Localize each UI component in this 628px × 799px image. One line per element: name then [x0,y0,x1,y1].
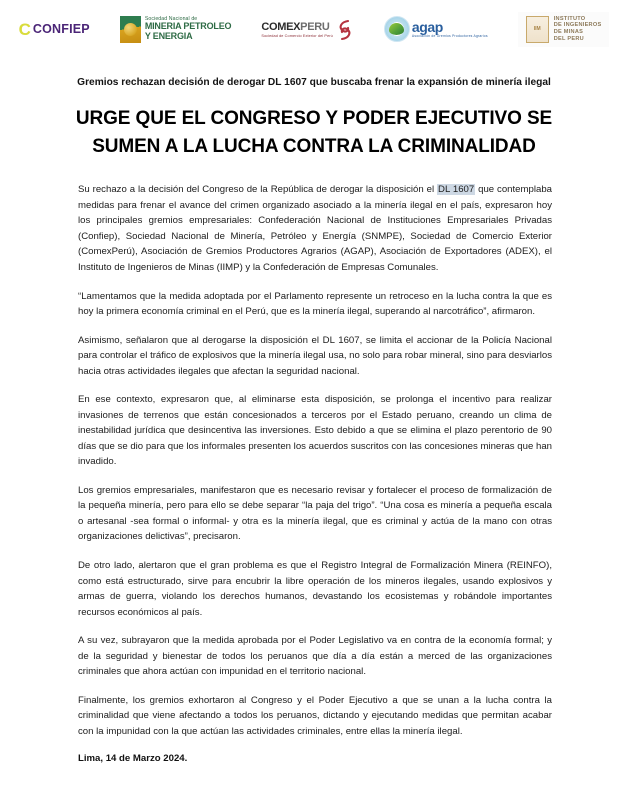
agap-globe-icon [384,16,410,42]
snmpe-line-3: Y ENERGIA [144,30,193,41]
snmpe-badge-icon [120,16,141,43]
confiep-wordmark: CONFIEP [32,22,90,36]
comexperu-wordmark [261,22,333,33]
iimp-line-2: DE INGENIEROS [553,22,602,29]
comexperu-word-a: COMEX [261,20,301,33]
iimp-crest-icon: IIM [526,16,549,43]
agap-text [412,20,488,38]
logo-snmpe [120,16,231,43]
iimp-line-1: INSTITUTO [553,15,586,22]
iimp-line-3: DE MINAS [553,29,584,35]
highlight-dl-1607: DL 1607 [438,184,475,196]
comexperu-tagline: Sociedad de Comercio Exterior del Perú [261,34,333,38]
paragraph-1 [78,182,552,275]
paragraph-7: A su vez, subrayaron que la medida aprobada por el Poder Legislativo va en contra de la economía formal; y de la seguridad y bienestar de todos los peruanos que día a día están a merced de las organizaciones criminales que ahora actúan con impunidad en el territorio nacional. [78,635,552,678]
logo-confiep [19,21,90,38]
article-body [78,182,552,764]
kicker-text: Gremios rechazan decisión de derogar DL 1607 que buscaba frenar la expansión de minería ilegal [77,77,551,88]
headline-line-2: SUMEN A LA LUCHA CONTRA LA CRIMINALIDAD [92,135,536,157]
headline-line-1: URGE QUE EL CONGRESO Y PODER EJECUTIVO SE [75,108,553,130]
paragraph-2: “Lamentamos que la medida adoptada por el Parlamento represente un retroceso en la lucha contra la que es hoy la primera economía criminal en el Perú, que es la minería ilegal, superando al narcotráfico”, afirmaron. [78,290,552,318]
paragraph-4: En ese contexto, expresaron que, al eliminarse esta disposición, se prolonga el incentivo para realizar invasiones de terrenos que están concesionados a terceros por el Estado peruano, creando un clima de inestabilidad jurídica que desincentiva las inversiones. Esto debido a que se elimina el plazo perentorio de 90 días que se dio para que los informales presenten los acuerdos suscritos con las concesiones mineras que han invadido. [78,394,552,468]
signoff-dateline: Lima, 14 de Marzo 2024. [78,753,188,765]
snmpe-text [145,17,231,41]
logo-bar [0,0,628,52]
confiep-mark-icon: C [18,19,30,39]
agap-tagline: Asociación de Gremios Productores Agrarios [411,33,488,38]
snmpe-line-2: MINERIA PETROLEO [144,21,232,32]
paragraph-1-part-a: Su rechazo a la decisión del Congreso de la República de derogar la disposición el [78,184,438,196]
paragraph-1-part-b: que contemplaba medidas para frenar el avance del crimen organizado asociado a la minería ilegal en el país, expresaron hoy los principales gremios empresariales: Confederación Nacional de Instituciones Empresariales Privadas (Confiep), Sociedad Nacional de Minería, Petróleo y Energía (SNMPE), Sociedad de Comercio Exterior (ComexPerú), Asociación de Gremios Productores Agrarios (AGAP), Asociación de Exportadores (ADEX), el Instituto de Ingenieros de Minas (IIMP) y la Confederación de Empresas Comunales. [78,184,552,273]
iimp-line-4: DEL PERU [553,35,584,42]
logo-agap [384,16,488,42]
paragraph-3: Asimismo, señalaron que al derogarse la disposición el DL 1607, se limita el accionar de la Policía Nacional para controlar el tráfico de explosivos que la minería ilegal usa, no solo para robar mineral, sino para desviarlos hacia otras actividades ilegales que afectan la seguridad nacional. [78,334,552,377]
comexperu-word-b: PERU [300,20,330,33]
paragraph-6: De otro lado, alertaron que el gran problema es que el Registro Integral de Formalización Minera (REINFO), como está estructurado, sirve para encubrir la libre operación de los mineros ilegales, usando explosivos y armas de guerra, violando los derechos humanos, devastando los ecosistemas y robándole importantes recursos económicos al país. [78,559,552,618]
logo-comexperu [261,18,354,41]
comexperu-swirl-icon [336,19,354,41]
paragraph-8: Finalmente, los gremios exhortaron al Congreso y el Poder Ejecutivo a que se unan a la lucha contra la criminalidad que viene afectando a todos los peruanos, dictando y ejecutando medidas que permitan acabar con la impunidad con la que actúan las actividades criminales, entre ellas la minería ilegal. [78,694,552,737]
comexperu-text [261,18,333,39]
agap-wordmark: agap [411,18,443,35]
iimp-text [554,16,602,42]
paragraph-5: Los gremios empresariales, manifestaron que es necesario revisar y fortalecer el proceso de formalización de la pequeña minería, pero para ello se debe separar “la paja del trigo”. “Una cosa es minería a pequeña escala o artesanal -sea formal o informal- y otra es la minería ilegal, que es criminal y actúa de la mano con otras organizaciones delictivas”, precisaron. [78,484,552,543]
snmpe-line-1: Sociedad Nacional de [144,16,198,23]
page-title [46,105,582,160]
logo-iimp [518,12,610,47]
